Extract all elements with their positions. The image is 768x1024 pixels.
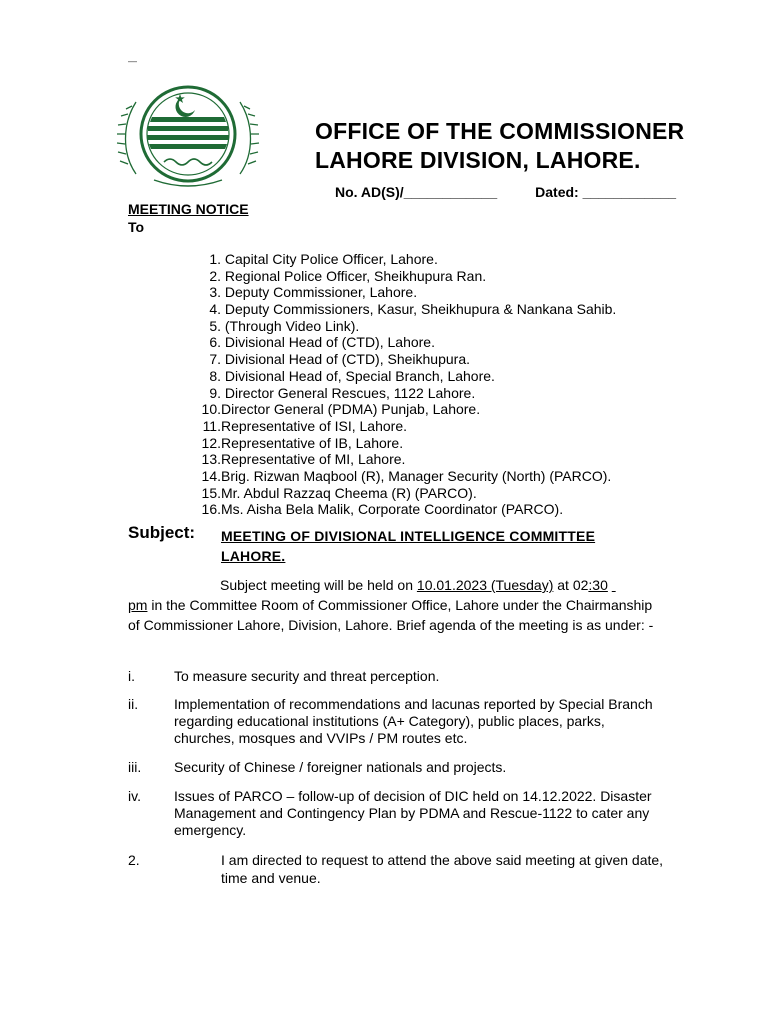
recipient-item: 14.Brig. Rizwan Maqbool (R), Manager Security (North) (PARCO).	[201, 467, 612, 484]
recipient-item: 4. Deputy Commissioners, Kasur, Sheikhupura & Nankana Sahib.	[209, 301, 617, 318]
meeting-notice-heading: MEETING NOTICE	[128, 201, 249, 217]
reference-line	[335, 184, 676, 200]
subject-text	[221, 526, 641, 566]
to-label: To	[128, 219, 145, 235]
recipient-list	[194, 251, 616, 518]
meeting-time: :30	[588, 577, 608, 593]
header-mark: —	[128, 56, 137, 66]
subject-line1: MEETING OF DIVISIONAL INTELLIGENCE COMMITTEE	[221, 528, 596, 544]
reference-number: No. AD(S)/____________	[335, 184, 498, 200]
subject-label: Subject:	[128, 523, 196, 542]
recipient-item: 9. Director General Rescues, 1122 Lahore.	[209, 384, 476, 401]
meeting-date: 10.01.2023 (Tuesday)	[416, 577, 554, 593]
recipient-item: 15.Mr. Abdul Razzaq Cheema (R) (PARCO).	[201, 484, 477, 501]
recipient-item: 11.Representative of ISI, Lahore.	[202, 417, 407, 434]
office-title-line1: OFFICE OF THE COMMISSIONER	[315, 118, 685, 144]
recipient-item: 7. Divisional Head of (CTD), Sheikhupura.	[209, 351, 470, 368]
recipient-item: 1. Capital City Police Officer, Lahore.	[209, 251, 438, 267]
recipient-item: 10.Director General (PDMA) Punjab, Lahore.	[201, 401, 481, 418]
recipient-item: 3. Deputy Commissioner, Lahore.	[209, 284, 418, 301]
office-title	[315, 117, 684, 175]
punjab-emblem-logo	[114, 84, 262, 192]
recipient-item: 5. (Through Video Link).	[209, 317, 360, 334]
recipient-item: 12.Representative of IB, Lahore.	[201, 434, 404, 451]
recipient-item: 2. Regional Police Officer, Sheikhupura Ran.	[209, 267, 487, 284]
recipient-item: 16.Ms. Aisha Bela Malik, Corporate Coordinator (PARCO).	[201, 501, 564, 518]
meeting-time-suffix: pm	[128, 597, 148, 613]
office-title-line2: LAHORE DIVISION, LAHORE.	[315, 147, 641, 173]
recipient-item: 13.Representative of MI, Lahore.	[201, 451, 406, 468]
dated-field: Dated: ____________	[535, 184, 677, 200]
subject-line2: LAHORE.	[221, 548, 286, 564]
recipient-item: 8. Divisional Head of, Special Branch, Lahore.	[209, 367, 495, 384]
recipient-item: 6. Divisional Head of (CTD), Lahore.	[209, 334, 435, 351]
meeting-details-paragraph: Subject meeting will be held on 10.01.2023 (Tuesday) at 02:30 pm in the Committee Room of Commissioner Office, Lahore under the Chairmanship of Commissioner Lahore, Division, Lahore. Brief agenda of the meeting is as under: -	[128, 577, 654, 633]
